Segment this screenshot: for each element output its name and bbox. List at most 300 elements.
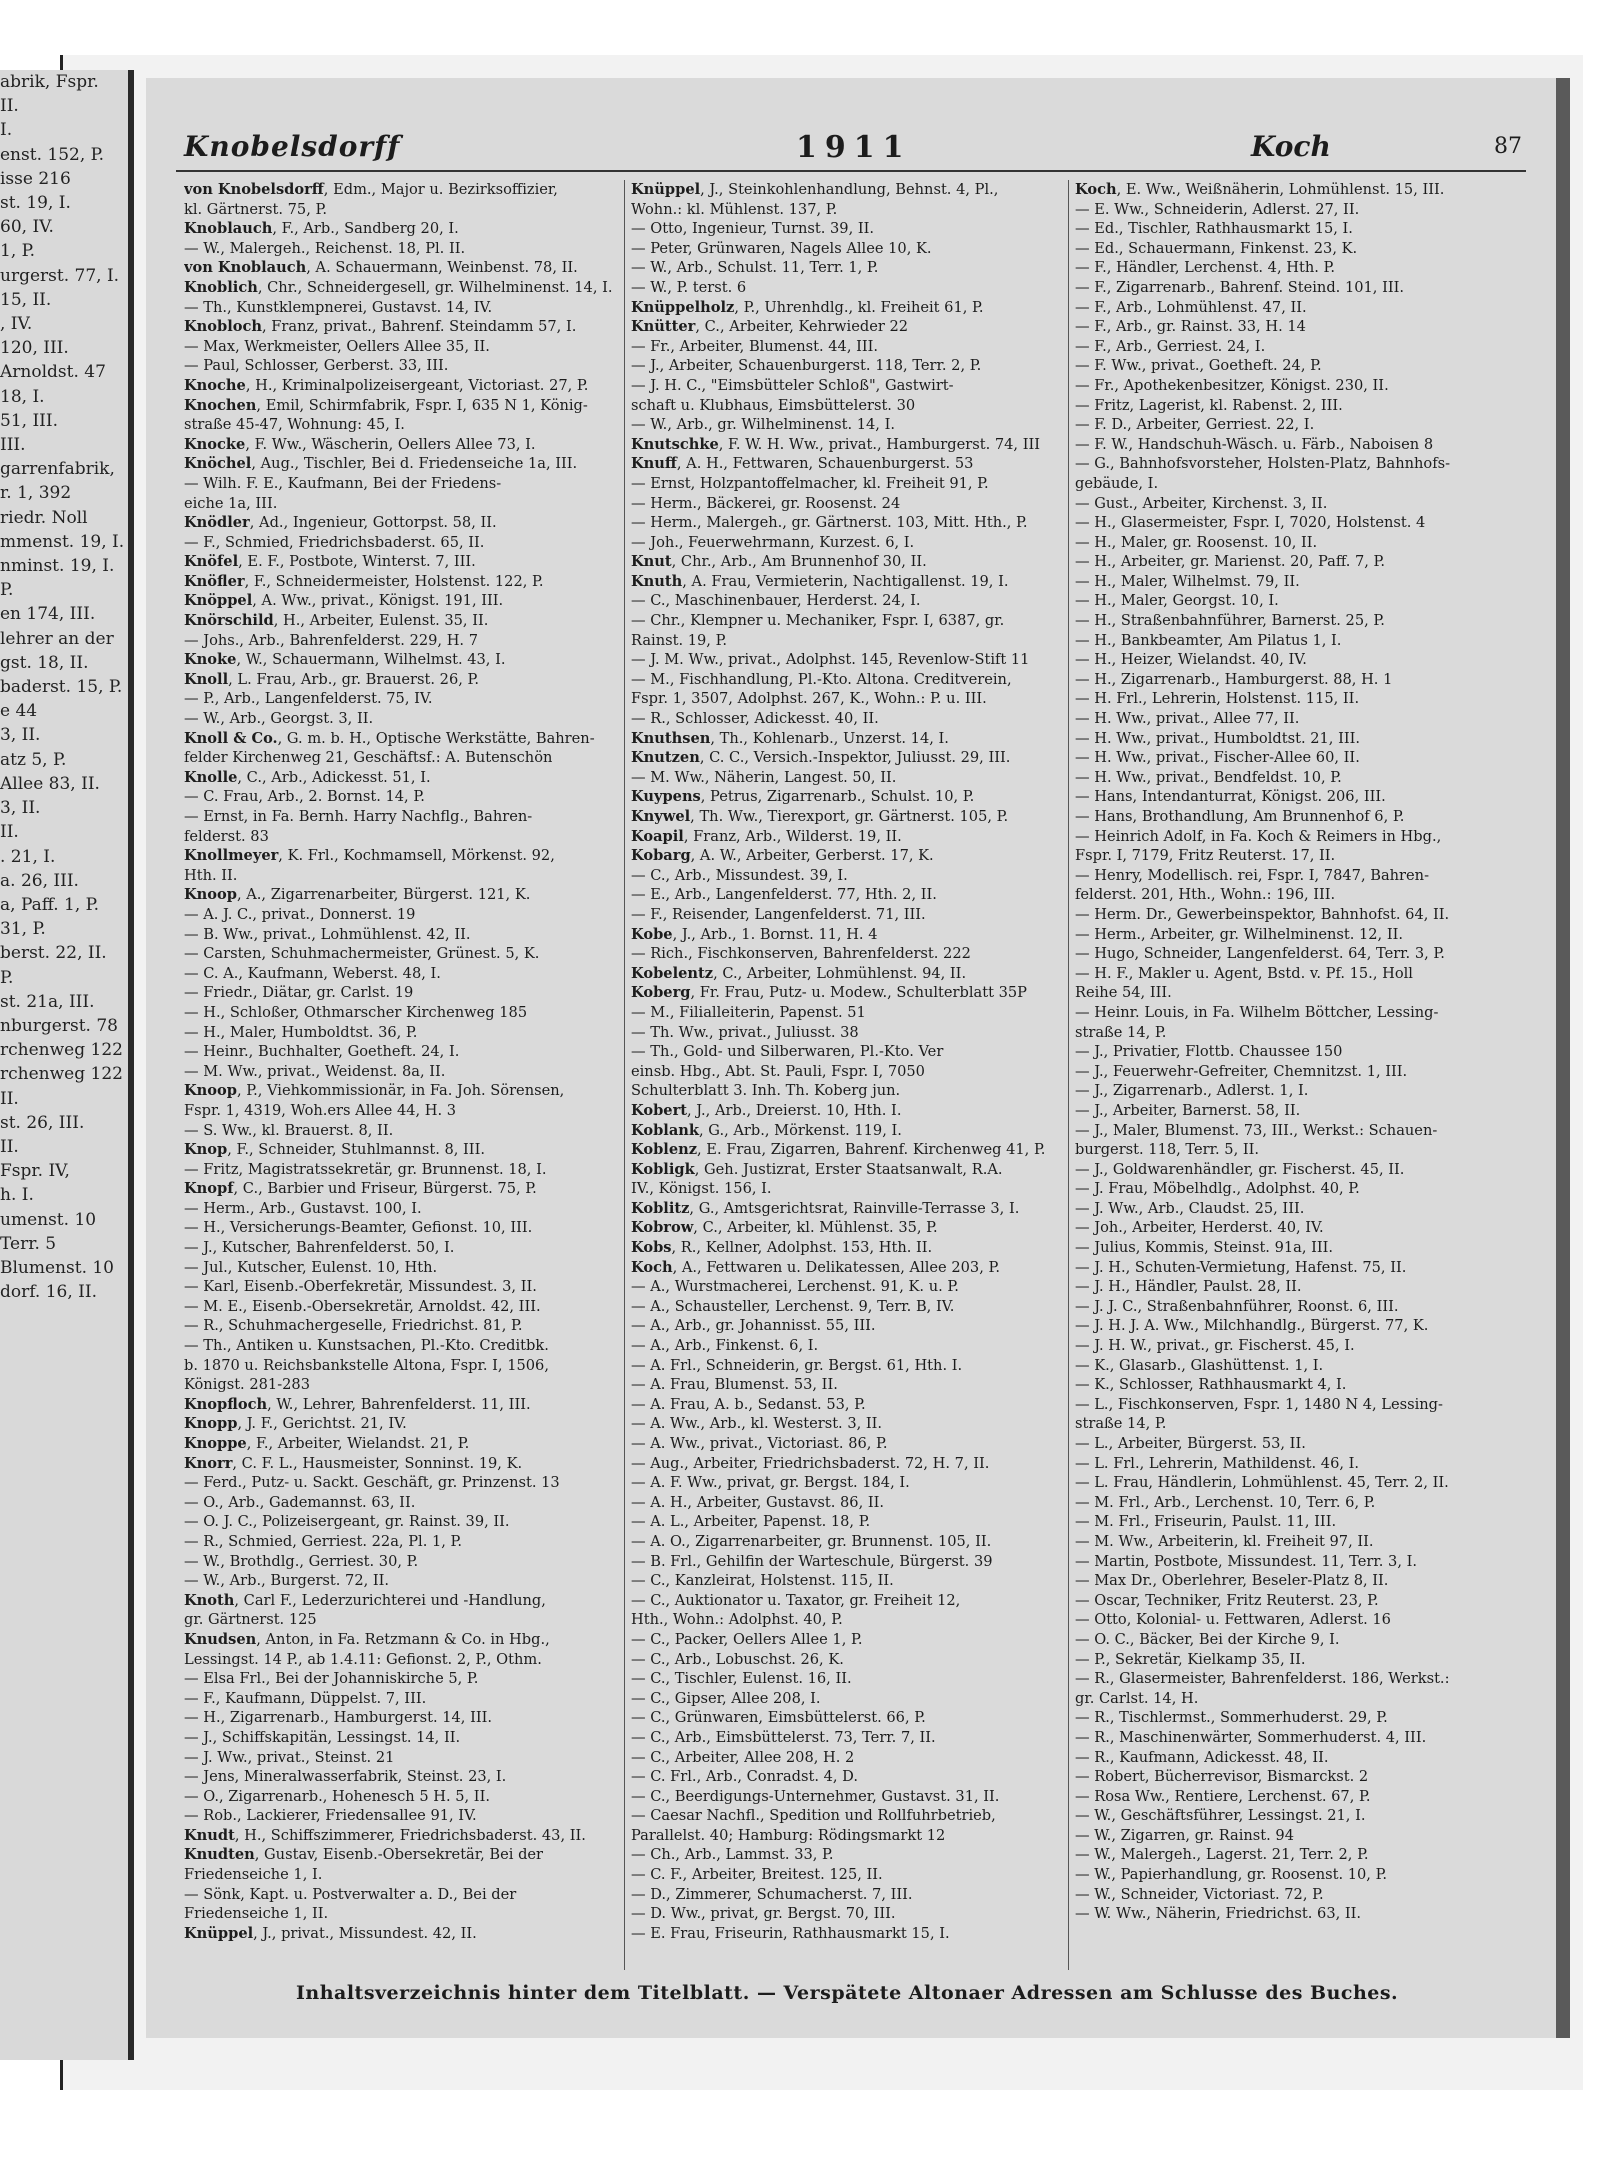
directory-entry: — Wilh. F. E., Kaufmann, Bei der Friedens- [184,474,502,492]
directory-entry: — Ernst, Holzpantoffelmacher, kl. Freiheit 91, P. [631,474,989,492]
directory-entry: — Herm., Malergeh., gr. Gärtnerst. 103, Mitt. Hth., P. [631,514,1028,532]
directory-entry: — E. Frau, Friseurin, Rathhausmarkt 15, I. [631,1924,950,1942]
directory-entry: — W., Arb., gr. Wilhelminenst. 14, I. [631,416,895,434]
directory-entry: — F., Händler, Lerchenst. 4, Hth. P. [1075,259,1335,277]
directory-entry: — C., Tischler, Eulenst. 16, II. [631,1670,852,1688]
header-left-keyword: Knobelsdorff [184,130,401,163]
directory-entry: Koch, A., Fettwaren u. Delikatessen, Allee 203, P. [631,1258,1000,1276]
strip-line: urgerst. 77, I. [0,265,120,286]
directory-entry: — W., Arb., Georgst. 3, II. [184,710,374,728]
directory-entry: — F. W., Handschuh-Wäsch. u. Färb., Naboisen 8 [1075,435,1434,453]
directory-entry: — A. Ww., Arb., kl. Westerst. 3, II. [631,1415,883,1433]
directory-entry: Kobert, J., Arb., Dreierst. 10, Hth. I. [631,1101,902,1119]
directory-entry: Knoblich, Chr., Schneidergesell, gr. Wilhelminenst. 14, I. [184,278,613,296]
directory-entry: — H., Versicherungs-Beamter, Gefionst. 10, III. [184,1219,533,1237]
directory-entry: — H., Schloßer, Othmarscher Kirchenweg 185 [184,1003,528,1021]
directory-entry: — Joh., Arbeiter, Herderst. 40, IV. [1075,1219,1324,1237]
directory-entry: Hth., Wohn.: Adolphst. 40, P. [631,1611,843,1629]
directory-entry: — H., Maler, Georgst. 10, I. [1075,592,1279,610]
directory-entry: straße 14, P. [1075,1415,1167,1433]
directory-entry: — C., Arbeiter, Allee 208, H. 2 [631,1748,855,1766]
directory-entry: — J., Arbeiter, Schauenburgerst. 118, Terr. 2, P. [631,357,982,375]
directory-entry: von Knobelsdorff, Edm., Major u. Bezirksoffizier, [184,181,558,198]
strip-line: rchenweg 122 [0,1064,123,1085]
header-right-keyword: Koch [1251,130,1331,163]
directory-entry: Knobloch, Franz, privat., Bahrenf. Steindamm 57, I. [184,318,577,336]
directory-entry: — C., Arb., Missundest. 39, I. [631,866,848,884]
strip-line: Arnoldst. 47 [0,362,106,383]
directory-entry: — J., Feuerwehr-Gefreiter, Chemnitzst. 1, III. [1075,1062,1408,1080]
directory-entry: Kuypens, Petrus, Zigarrenarb., Schulst. 10, P. [631,788,975,806]
directory-entry: — C. F., Arbeiter, Breitest. 125, II. [631,1866,883,1884]
column-2 [624,180,1071,1970]
directory-entry: Knöppel, A. Ww., privat., Königst. 191, III. [184,592,504,610]
directory-entry: Knop, F., Schneider, Stuhlmannst. 8, III. [184,1141,485,1159]
directory-entry: — P., Arb., Langenfelderst. 75, IV. [184,690,433,708]
directory-entry: — Robert, Bücherrevisor, Bismarckst. 2 [1075,1768,1369,1786]
directory-entry: Koberg, Fr. Frau, Putz- u. Modew., Schulterblatt 35P [631,984,1028,1002]
directory-entry: einsb. Hbg., Abt. St. Pauli, Fspr. I, 7050 [631,1062,925,1080]
directory-entry: — W., Arb., Schulst. 11, Terr. 1, P. [631,259,879,277]
directory-entry: — C., Beerdigungs-Unternehmer, Gustavst. 31, II. [631,1787,1000,1805]
directory-entry: — C., Kanzleirat, Holstenst. 115, II. [631,1572,894,1590]
directory-entry: Knudten, Gustav, Eisenb.-Obersekretär, Bei der [184,1846,544,1864]
strip-line: dorf. 16, II. [0,1282,98,1303]
directory-entry: — M. E., Eisenb.-Obersekretär, Arnoldst. 42, III. [184,1297,541,1315]
directory-entry: — H. Ww., privat., Fischer-Allee 60, II. [1075,749,1360,767]
directory-entry: — J. J. C., Straßenbahnführer, Roonst. 6, III. [1075,1297,1399,1315]
strip-line: a, Paff. 1, P. [0,894,100,915]
directory-entry: — Chr., Klempner u. Mechaniker, Fspr. I, 6387, gr. [631,612,1005,630]
directory-entry: — Heinrich Adolf, in Fa. Koch & Reimers in Hbg., [1075,827,1442,845]
directory-entry: felderst. 83 [184,827,269,845]
directory-entry: — Ernst, in Fa. Bernh. Harry Nachflg., Bahren- [184,808,533,825]
directory-entry: — J., Goldwarenhändler, gr. Fischerst. 45, II. [1075,1160,1405,1178]
directory-entry: — Hans, Intendanturrat, Königst. 206, III. [1075,788,1386,806]
strip-line: III. [0,435,26,456]
directory-entry: — H., Maler, Humboldtst. 36, P. [184,1023,418,1041]
strip-line: garrenfabrik, [0,459,115,480]
directory-entry: Rainst. 19, P. [631,631,728,649]
strip-line: Allee 83, II. [0,773,100,794]
directory-entry: — J. H., Händler, Paulst. 28, II. [1075,1278,1302,1296]
strip-line: gst. 18, II. [0,652,89,673]
strip-line: 51, III. [0,410,58,431]
strip-line: 3, II. [0,798,41,819]
directory-entry: — Herm., Arb., Gustavst. 100, I. [184,1199,422,1217]
directory-entry: — Jens, Mineralwasserfabrik, Steinst. 23, I. [184,1768,507,1786]
column-1 [184,180,624,1970]
directory-entry: — F., Arb., Gerriest. 24, I. [1075,337,1266,355]
directory-entry: — A. Frau, A. b., Sedanst. 53, P. [631,1395,866,1413]
directory-entry: Knoth, Carl F., Lederzurichterei und -Handlung, [184,1591,546,1609]
strip-line: II. [0,822,19,843]
directory-entry: felder Kirchenweg 21, Geschäftsf.: A. Butenschön [184,749,553,767]
directory-entry: — A. Frau, Blumenst. 53, II. [631,1376,838,1394]
directory-entry: — F., Arb., Lohmühlenst. 47, II. [1075,298,1307,316]
directory-entry: — Jul., Kutscher, Eulenst. 10, Hth. [184,1258,438,1276]
directory-entry: — Joh., Feuerwehrmann, Kurzest. 6, I. [631,533,915,551]
directory-entry: kl. Gärtnerst. 75, P. [184,200,327,218]
directory-entry: — A. H., Arbeiter, Gustavst. 86, II. [631,1493,885,1511]
directory-entry: Reihe 54, III. [1075,984,1172,1002]
strip-line: abrik, Fspr. [0,72,99,92]
directory-entry: — B. Frl., Gehilfin der Warteschule, Bürgerst. 39 [631,1552,993,1570]
directory-entry: — E., Arb., Langenfelderst. 77, Hth. 2, II. [631,886,937,904]
directory-entry: Koapil, Franz, Arb., Wilderst. 19, II. [631,827,902,845]
directory-entry: — Martin, Postbote, Missundest. 11, Terr. 3, I. [1075,1552,1418,1570]
directory-entry: — A. F. Ww., privat, gr. Bergst. 184, I. [631,1474,910,1492]
directory-entry: Koblitz, G., Amtsgerichtsrat, Rainville-Terrasse 3, I. [631,1199,1020,1217]
directory-entry: — W., Geschäftsführer, Lessingst. 21, I. [1075,1807,1366,1825]
directory-entry: — H. F., Makler u. Agent, Bstd. v. Pf. 15., Holl [1075,964,1413,982]
directory-entry: Hth. II. [184,866,238,884]
directory-entry: — Th. Ww., privat., Juliusst. 38 [631,1023,859,1041]
strip-line: 120, III. [0,338,69,359]
directory-entry: Knoche, H., Kriminalpolizeisergeant, Victoriast. 27, P. [184,376,589,394]
directory-entry: — C., Arb., Eimsbüttelerst. 73, Terr. 7, II. [631,1728,936,1746]
directory-entry: — Hugo, Schneider, Langenfelderst. 64, Terr. 3, P. [1075,945,1445,963]
strip-line: P. [0,967,14,988]
strip-line: II. [0,1088,19,1109]
directory-entry: — Fr., Apothekenbesitzer, Königst. 230, II. [1075,376,1389,394]
directory-entry: — W., Papierhandlung, gr. Roosenst. 10, P. [1075,1866,1388,1884]
directory-entry: — F., Reisender, Langenfelderst. 71, III. [631,905,926,923]
directory-entry: Knoke, W., Schauermann, Wilhelmst. 43, I. [184,651,506,669]
directory-entry: — J. Ww., Arb., Claudst. 25, III. [1075,1199,1305,1217]
directory-entry: — M. Ww., privat., Weidenst. 8a, II. [184,1062,446,1080]
strip-line: enst. 152, P. [0,144,105,165]
directory-entry: Friedenseiche 1, II. [184,1905,329,1923]
directory-entry: — Friedr., Diätar, gr. Carlst. 19 [184,984,414,1002]
directory-entry: Kobe, J., Arb., 1. Bornst. 11, H. 4 [631,925,878,943]
directory-entry: — Herm., Bäckerei, gr. Roosenst. 24 [631,494,901,512]
directory-entry: — H., Maler, Wilhelmst. 79, II. [1075,572,1300,590]
directory-entry: straße 14, P. [1075,1023,1167,1041]
directory-entry: Fspr. 1, 4319, Woh.ers Allee 44, H. 3 [184,1101,457,1119]
directory-entry: Knoppe, F., Arbeiter, Wielandst. 21, P. [184,1435,470,1452]
header-year: 1911 [796,130,912,165]
strip-line: baderst. 15, P. [0,677,123,698]
directory-entry: — J., Zigarrenarb., Adlerst. 1, I. [1075,1082,1309,1100]
directory-entry: — W., Zigarren, gr. Rainst. 94 [1075,1826,1294,1844]
strip-line: mmenst. 19, I. [0,531,125,552]
strip-line: a. 26, III. [0,870,79,891]
directory-entry: — H., Bankbeamter, Am Pilatus 1, I. [1075,631,1342,649]
directory-entry: — F., Zigarrenarb., Bahrenf. Steind. 101, III. [1075,278,1405,296]
directory-entry: — D., Zimmerer, Schumacherst. 7, III. [631,1885,913,1903]
directory-entry: Knuth, A. Frau, Vermieterin, Nachtigallenst. 19, I. [631,572,1009,590]
directory-entry: — C., Gipser, Allee 208, I. [631,1689,821,1707]
directory-entry: — O., Arb., Gademannst. 63, II. [184,1493,416,1511]
directory-entry: — W., P. terst. 6 [631,278,747,296]
strip-line: atz 5, P. [0,749,67,770]
directory-entry: — O. J. C., Polizeisergeant, gr. Rainst. 39, II. [184,1513,510,1531]
strip-line: II. [0,96,19,117]
directory-page [146,78,1570,2038]
directory-entry: Knutschke, F. W. H. Ww., privat., Hamburgerst. 74, III [631,435,1041,453]
directory-entry: — C. A., Kaufmann, Weberst. 48, I. [184,964,441,982]
directory-entry: Knoblauch, F., Arb., Sandberg 20, I. [184,220,459,238]
directory-entry: — H. Ww., privat., Allee 77, II. [1075,710,1300,728]
directory-entry: Knollmeyer, K. Frl., Kochmamsell, Mörkenst. 92, [184,847,555,865]
strip-line: berst. 22, II. [0,943,107,964]
directory-entry: Knüppel, J., Steinkohlenhandlung, Behnst. 4, Pl., [631,181,999,198]
strip-line: 31, P. [0,919,46,940]
previous-page-strip [0,70,134,2060]
directory-entry: — Otto, Kolonial- u. Fettwaren, Adlerst. 16 [1075,1611,1391,1629]
directory-entry: eiche 1a, III. [184,494,278,512]
directory-entry: Kobrow, C., Arbeiter, kl. Mühlenst. 35, P. [631,1219,938,1237]
directory-entry: — H., Arbeiter, gr. Marienst. 20, Paff. 7, P. [1075,553,1386,571]
directory-entry: — A. J. C., privat., Donnerst. 19 [184,905,416,923]
directory-entry: — J. M. Ww., privat., Adolphst. 145, Revenlow-Stift 11 [631,651,1030,669]
directory-entry: — W., Arb., Burgerst. 72, II. [184,1572,390,1590]
directory-entry: von Knoblauch, A. Schauermann, Weinbenst. 78, II. [184,259,578,277]
directory-entry: — M., Filialleiterin, Papenst. 51 [631,1003,866,1021]
directory-entry: — J., Privatier, Flottb. Chaussee 150 [1075,1043,1343,1061]
directory-entry: — Fritz, Magistratssekretär, gr. Brunnenst. 18, I. [184,1160,547,1178]
directory-entry: — R., Schuhmachergeselle, Friedrichst. 81, P. [184,1317,523,1335]
directory-entry: Knoll, L. Frau, Arb., gr. Brauerst. 26, P. [184,670,480,688]
directory-entry: — J. H., Schuten-Vermietung, Hafenst. 75, II. [1075,1258,1407,1276]
directory-entry: Knöfel, E. F., Postbote, Winterst. 7, III. [184,553,476,571]
directory-entry: Knutzen, C. C., Versich.-Inspektor, Juliusst. 29, III. [631,749,1011,767]
directory-entry: Königst. 281-283 [184,1376,310,1394]
directory-entry: — L., Fischkonserven, Fspr. 1, 1480 N 4, Lessing- [1075,1395,1443,1413]
directory-entry: Knuthsen, Th., Kohlenarb., Unzerst. 14, I. [631,729,949,747]
directory-entry: Kobligk, Geh. Justizrat, Erster Staatsanwalt, R.A. [631,1160,1003,1178]
strip-line: isse 216 [0,168,71,189]
directory-entry: — R., Kaufmann, Adickesst. 48, II. [1075,1748,1329,1766]
directory-entry: — W., Malergeh., Lagerst. 21, Terr. 2, P. [1075,1846,1369,1864]
directory-entry: — B. Ww., privat., Lohmühlenst. 42, II. [184,925,471,943]
directory-entry: Fspr. I, 7179, Fritz Reuterst. 17, II. [1075,847,1336,865]
directory-entry: Knöchel, Aug., Tischler, Bei d. Friedenseiche 1a, III. [184,455,578,473]
directory-entry: — Herm. Dr., Gewerbeinspektor, Bahnhofst. 64, II. [1075,905,1450,923]
directory-entry: — Julius, Kommis, Steinst. 91a, III. [1075,1239,1334,1257]
directory-entry: — C., Maschinenbauer, Herderst. 24, I. [631,592,921,610]
directory-entry: — A. Ww., privat., Victoriast. 86, P. [631,1435,888,1452]
directory-entry: Knudt, H., Schiffszimmerer, Friedrichsbaderst. 43, II. [184,1826,586,1844]
directory-entry: gebäude, I. [1075,474,1159,492]
directory-entry: — Ed., Schauermann, Finkenst. 23, K. [1075,239,1358,257]
directory-entry: — Peter, Grünwaren, Nagels Allee 10, K. [631,239,932,257]
directory-entry: — L. Frl., Lehrerin, Mathildenst. 46, I. [1075,1454,1360,1472]
directory-entry: — J. H. C., "Eimsbütteler Schloß", Gastwirt- [631,376,954,394]
directory-entry: — G., Bahnhofsvorsteher, Holsten-Platz, Bahnhofs- [1075,455,1451,473]
strip-line: st. 21a, III. [0,991,95,1012]
strip-line: P. [0,580,14,601]
directory-entry: — M., Fischhandlung, Pl.-Kto. Altona. Creditverein, [631,670,1012,688]
directory-entry: — W. Ww., Näherin, Friedrichst. 63, II. [1075,1905,1362,1923]
directory-entry: — Rosa Ww., Rentiere, Lerchenst. 67, P. [1075,1787,1371,1805]
directory-entry: — H., Heizer, Wielandst. 40, IV. [1075,651,1307,669]
directory-entry: — H. Ww., privat., Bendfeldst. 10, P. [1075,768,1342,786]
directory-entry: — Oscar, Techniker, Fritz Reuterst. 23, P. [1075,1591,1379,1609]
directory-entry: — F. D., Arbeiter, Gerriest. 22, I. [1075,416,1315,434]
directory-entry: — J. H. J. A. Ww., Milchhandlg., Bürgerst. 77, K. [1075,1317,1429,1335]
directory-entry: — C., Auktionator u. Taxator, gr. Freiheit 12, [631,1591,961,1609]
directory-entry: — Heinr. Louis, in Fa. Wilhelm Böttcher, Lessing- [1075,1003,1439,1021]
strip-line: riedr. Noll [0,507,88,528]
directory-entry: — R., Tischlermst., Sommerhuderst. 29, P. [1075,1709,1388,1727]
directory-entry: — Aug., Arbeiter, Friedrichsbaderst. 72, H. 7, II. [631,1454,990,1472]
directory-entry: — Rich., Fischkonserven, Bahrenfelderst. 222 [631,945,971,963]
directory-entry: — O. C., Bäcker, Bei der Kirche 9, I. [1075,1630,1340,1648]
directory-entry: — K., Schlosser, Rathhausmarkt 4, I. [1075,1376,1347,1394]
strip-line: Terr. 5 [0,1233,57,1254]
directory-entry: — F., Schmied, Friedrichsbaderst. 65, II. [184,533,485,551]
directory-entry: Knut, Chr., Arb., Am Brunnenhof 30, II. [631,553,927,571]
directory-entry: gr. Carlst. 14, H. [1075,1689,1199,1707]
directory-entry: — R., Glasermeister, Bahrenfelderst. 186, Werkst.: [1075,1670,1450,1688]
directory-entry: — H., Glasermeister, Fspr. I, 7020, Holstenst. 4 [1075,514,1426,532]
directory-entry: — A., Arb., gr. Johannisst. 55, III. [631,1317,876,1335]
directory-entry: — L., Arbeiter, Bürgerst. 53, II. [1075,1435,1306,1452]
directory-entry: — M. Ww., Arbeiterin, kl. Freiheit 97, II. [1075,1532,1374,1550]
directory-entry: — C. Frl., Arb., Conradst. 4, D. [631,1768,859,1786]
directory-entry: Lessingst. 14 P., ab 1.4.11: Gefionst. 2, P., Othm. [184,1650,542,1668]
directory-entry: Parallelst. 40; Hamburg: Rödingsmarkt 12 [631,1826,946,1844]
directory-entry: Knolle, C., Arb., Adickesst. 51, I. [184,768,431,786]
directory-entry: Knoop, A., Zigarrenarbeiter, Bürgerst. 121, K. [184,886,531,904]
strip-line: st. 19, I. [0,193,71,214]
strip-line: 15, II. [0,289,52,310]
directory-entry: straße 45-47, Wohnung: 45, I. [184,416,405,434]
page-number: 87 [1494,134,1522,159]
page-header [176,130,1526,172]
directory-entry: — J. Frau, Möbelhdlg., Adolphst. 40, P. [1075,1180,1360,1198]
directory-entry: b. 1870 u. Reichsbankstelle Altona, Fspr. I, 1506, [184,1356,549,1374]
directory-entry: — W., Brothdlg., Gerriest. 30, P. [184,1552,419,1570]
directory-entry: — R., Schmied, Gerriest. 22a, Pl. 1, P. [184,1532,463,1550]
directory-entry: Schulterblatt 3. Inh. Th. Koberg jun. [631,1082,901,1100]
directory-entry: — Ferd., Putz- u. Sackt. Geschäft, gr. Prinzenst. 13 [184,1474,560,1492]
strip-line: umenst. 10 [0,1209,97,1230]
directory-entry: — J., Kutscher, Bahrenfelderst. 50, I. [184,1239,455,1257]
directory-entry: — M. Frl., Arb., Lerchenst. 10, Terr. 6, P. [1075,1493,1376,1511]
directory-entry: Knüppel, J., privat., Missundest. 42, II. [184,1924,477,1942]
directory-entry: — Gust., Arbeiter, Kirchenst. 3, II. [1075,494,1328,512]
directory-entry: — S. Ww., kl. Brauerst. 8, II. [184,1121,394,1139]
directory-entry: Koblank, G., Arb., Mörkenst. 119, I. [631,1121,902,1139]
directory-entry: — J. H. W., privat., gr. Fischerst. 45, I. [1075,1337,1355,1355]
strip-line: 18, I. [0,386,45,407]
directory-entry: IV., Königst. 156, I. [631,1180,772,1198]
directory-entry: Knüppelholz, P., Uhrenhdlg., kl. Freiheit 61, P. [631,298,984,316]
directory-entry: Knütter, C., Arbeiter, Kehrwieder 22 [631,318,909,336]
directory-entry: — Fr., Arbeiter, Blumenst. 44, III. [631,337,879,355]
directory-entry: Wohn.: kl. Mühlenst. 137, P. [631,200,838,218]
directory-entry: Knödler, Ad., Ingenieur, Gottorpst. 58, II. [184,514,497,532]
directory-entry: — H. Ww., privat., Humboldtst. 21, III. [1075,729,1361,747]
directory-entry: — L. Frau, Händlerin, Lohmühlenst. 45, Terr. 2, II. [1075,1474,1449,1492]
directory-entry: — Ch., Arb., Lammst. 33, P. [631,1846,834,1864]
strip-line: I. [0,120,13,141]
strip-line: nminst. 19, I. [0,556,115,577]
directory-entry: Knoll & Co., G. m. b. H., Optische Werkstätte, Bahren- [184,729,595,747]
directory-entry: — W., Malergeh., Reichenst. 18, Pl. II. [184,239,466,257]
directory-entry: Knoop, P., Viehkommissionär, in Fa. Joh. Sörensen, [184,1082,565,1100]
strip-line: r. 1, 392 [0,483,72,504]
directory-entry: — Hans, Brothandlung, Am Brunnenhof 6, P. [1075,808,1405,825]
column-3 [1068,180,1533,1970]
directory-entry: — Sönk, Kapt. u. Postverwalter a. D., Bei der [184,1885,517,1903]
directory-entry: — W., Schneider, Victoriast. 72, P. [1075,1885,1324,1903]
directory-entry: — F., Arb., gr. Rainst. 33, H. 14 [1075,318,1306,336]
directory-entry: — M. Frl., Friseurin, Paulst. 11, III. [1075,1513,1337,1531]
directory-entry: Knopfloch, W., Lehrer, Bahrenfelderst. 11, III. [184,1395,531,1413]
directory-entry: — P., Sekretär, Kielkamp 35, II. [1075,1650,1306,1668]
directory-entry: — Th., Kunstklempnerei, Gustavst. 14, IV. [184,298,493,316]
directory-entry: Kobarg, A. W., Arbeiter, Gerberst. 17, K. [631,847,934,865]
directory-entry: Fspr. 1, 3507, Adolphst. 267, K., Wohn.: P. u. III. [631,690,987,708]
directory-entry: — E. Ww., Schneiderin, Adlerst. 27, II. [1075,200,1360,218]
directory-entry: — H., Zigarrenarb., Hamburgerst. 14, III. [184,1709,493,1727]
strip-line: e 44 [0,701,38,722]
directory-entry: — Th., Antiken u. Kunstsachen, Pl.-Kto. Creditbk. [184,1337,549,1355]
directory-entry: — Max Dr., Oberlehrer, Beseler-Platz 8, II. [1075,1572,1389,1590]
strip-line: 3, II. [0,725,41,746]
directory-entry: — Herm., Arbeiter, gr. Wilhelminenst. 12, II. [1075,925,1404,943]
directory-entry: — C., Arb., Lobuschst. 26, K. [631,1650,844,1668]
directory-entry: felderst. 201, Hth., Wohn.: 196, III. [1075,886,1336,904]
directory-entry: — R., Maschinenwärter, Sommerhuderst. 4, III. [1075,1728,1427,1746]
directory-entry: Knorr, C. F. L., Hausmeister, Sonninst. 19, K. [184,1454,523,1472]
directory-entry: — A. O., Zigarrenarbeiter, gr. Brunnenst. 105, II. [631,1532,992,1550]
directory-entry: — O., Zigarrenarb., Hohenesch 5 H. 5, II. [184,1787,490,1805]
directory-entry: — F., Kaufmann, Düppelst. 7, III. [184,1689,427,1707]
strip-line: . 21, I. [0,846,56,867]
directory-entry: — F. Ww., privat., Goetheft. 24, P. [1075,357,1322,375]
directory-entry: — J., Arbeiter, Barnerst. 58, II. [1075,1101,1301,1119]
directory-entry: — J. Ww., privat., Steinst. 21 [184,1748,395,1766]
directory-entry: Knopf, C., Barbier und Friseur, Bürgerst. 75, P. [184,1180,537,1198]
directory-entry: — H., Straßenbahnführer, Barnerst. 25, P. [1075,612,1385,630]
strip-line: Blumenst. 10 [0,1257,115,1278]
directory-entry: Kobelentz, C., Arbeiter, Lohmühlenst. 94, II. [631,964,967,982]
directory-entry: Knudsen, Anton, in Fa. Retzmann & Co. in Hbg., [184,1630,550,1648]
directory-entry: — K., Glasarb., Glashüttenst. 1, I. [1075,1356,1324,1374]
strip-line: , IV. [0,314,33,335]
page-footer: Inhaltsverzeichnis hinter dem Titelblatt. — Verspätete Altonaer Adressen am Schlusse des Buches. [296,1982,1399,2004]
directory-entry: — Karl, Eisenb.-Oberfekretär, Missundest. 3, II. [184,1278,537,1296]
directory-entry: Knywel, Th. Ww., Tierexport, gr. Gärtnerst. 105, P. [631,808,1009,825]
strip-line: nburgerst. 78 [0,1015,118,1036]
directory-entry: — C., Grünwaren, Eimsbüttelerst. 66, P. [631,1709,926,1727]
directory-entry: — C. Frau, Arb., 2. Bornst. 14, P. [184,788,425,806]
directory-entry: — Paul, Schlosser, Gerberst. 33, III. [184,357,449,375]
directory-entry: — Th., Gold- und Silberwaren, Pl.-Kto. Ver [631,1043,944,1061]
directory-entry: — Fritz, Lagerist, kl. Rabenst. 2, III. [1075,396,1343,414]
directory-entry: — A., Wurstmacherei, Lerchenst. 91, K. u. P. [631,1278,959,1296]
strip-line: II. [0,1136,19,1157]
directory-entry: schaft u. Klubhaus, Eimsbüttelerst. 30 [631,396,916,414]
strip-line: 1, P. [0,241,36,262]
strip-line: lehrer an der [0,628,114,649]
directory-entry: Knopp, J. F., Gerichtst. 21, IV. [184,1415,407,1433]
directory-entry: Kobs, R., Kellner, Adolphst. 153, Hth. II. [631,1239,933,1257]
strip-line: Fspr. IV, [0,1161,70,1182]
directory-entry: — D. Ww., privat, gr. Bergst. 70, III. [631,1905,896,1923]
directory-entry: — H., Zigarrenarb., Hamburgerst. 88, H. 1 [1075,670,1393,688]
directory-entry: — Rob., Lackierer, Friedensallee 91, IV. [184,1807,477,1825]
directory-entry: — Heinr., Buchhalter, Goetheft. 24, I. [184,1043,460,1061]
directory-entry: — H. Frl., Lehrerin, Holstenst. 115, II. [1075,690,1360,708]
directory-entry: Knörschild, H., Arbeiter, Eulenst. 35, II. [184,612,489,630]
directory-entry: gr. Gärtnerst. 125 [184,1611,317,1629]
